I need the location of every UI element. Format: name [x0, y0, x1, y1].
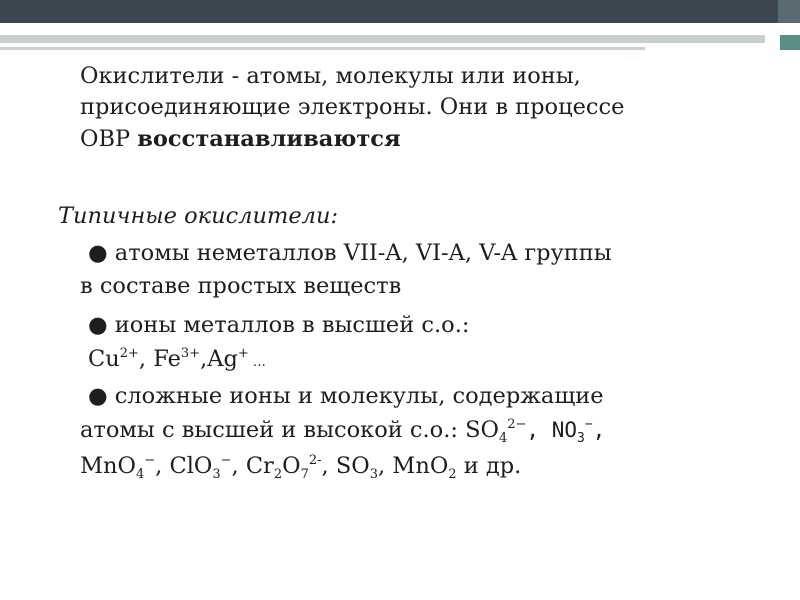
bullet-1-line-1: ● атомы неметаллов VII-A, VI-A, V-A группы: [88, 240, 612, 266]
ion-ag: Ag+ …: [207, 346, 266, 372]
header-rule: [0, 35, 765, 43]
formula-mno4: MnO$_4$−,: [80, 453, 170, 482]
formula-so3: $SO_3$,: [335, 453, 393, 482]
bullet-3-line-2: атомы с высшей и высокой с.о.: $SO_4^{2-}$, $NO_3^-$,: [80, 417, 606, 446]
formula-mno2: MnO$_2$ и др.: [392, 453, 522, 482]
formula-no3: , $NO_3^-$,: [526, 417, 606, 446]
formula-cr2o7: $Cr_2O_7^{2-}$,: [245, 453, 336, 482]
header-accent: [780, 35, 800, 50]
ion-fe: $Fe^{3+}$,: [153, 346, 208, 372]
ions-line: [88, 345, 266, 377]
paragraph-line-1: Окислители - атомы, молекулы или ионы,: [80, 63, 581, 89]
formula-clo3: ClO$_3$−,: [169, 453, 246, 482]
ion-cu: $Cu^{2+}$,: [88, 346, 154, 372]
paragraph-line-3: [80, 125, 401, 153]
paragraph-text: ОВР: [80, 126, 138, 152]
paragraph-line-2: присоединяющие электроны. Они в процессе: [80, 94, 625, 120]
emphasis-text: восстанавливаются: [137, 126, 401, 152]
section-heading: Типичные окислители:: [58, 203, 339, 229]
top-bar-accent: [778, 0, 800, 23]
bullet-3-line-3: [80, 452, 521, 480]
bullet-2-line-1: ● ионы металлов в высшей с.о.:: [88, 312, 470, 338]
bullet-3-line-1: ● сложные ионы и молекулы, содержащие: [88, 383, 604, 409]
header-rule-thin: [0, 47, 645, 50]
formula-so4: $SO_4^{2-}$: [465, 417, 527, 446]
bullet-1-line-2: в составе простых веществ: [80, 273, 402, 299]
top-bar: [0, 0, 800, 23]
